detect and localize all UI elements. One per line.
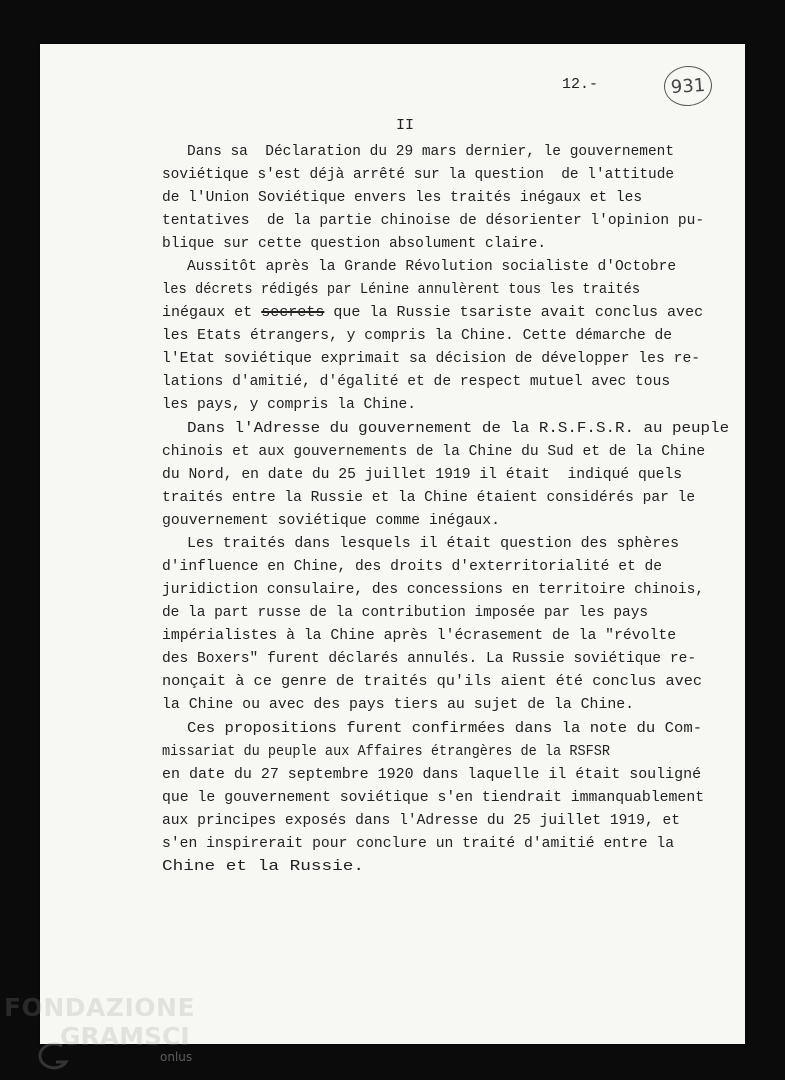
line-text: de la part russe de la contribution imposée par les pays (162, 604, 649, 621)
line-text: Dans l'Adresse du gouvernement de la R.S.F.S.R. au peuple (187, 420, 730, 437)
text-line (162, 305, 703, 320)
line-text: des Boxers" furent déclarés annulés. La Russie soviétique re- (162, 650, 697, 667)
text-line (162, 374, 670, 389)
line-text: de l'Union Soviétique envers les traités inégaux et les (162, 189, 643, 206)
struck-text: secrets (261, 304, 325, 321)
line-text: lations d'amitié, d'égalité et de respect mutuel avec tous (162, 373, 671, 390)
text-line (162, 490, 695, 505)
text-line (162, 397, 416, 412)
text-line (162, 444, 705, 459)
line-text: d'influence en Chine, des droits d'exterritorialité et de (162, 558, 663, 575)
text-line (162, 467, 682, 482)
text-line (162, 213, 704, 228)
line-text: Les traités dans lesquels il était question des sphères (187, 535, 680, 552)
line-text: juridiction consulaire, des concessions en territoire chinois, (162, 581, 705, 598)
line-text: tentatives de la partie chinoise de désorienter l'opinion pu- (162, 212, 705, 229)
text-line (187, 721, 702, 736)
text-line (162, 559, 662, 574)
line-text: la Chine ou avec des pays tiers au sujet de la Chine. (162, 696, 635, 713)
text-line (187, 536, 679, 551)
line-text: les pays, y compris la Chine. (162, 396, 417, 413)
watermark-onlus: onlus (160, 1050, 193, 1064)
text-line (162, 167, 674, 182)
line-text: missariat du peuple aux Affaires étrangères de la RSFSR (162, 743, 611, 760)
line-text: s'en inspirerait pour conclure un traité d'amitié entre la (162, 835, 675, 852)
line-text: Dans sa Déclaration du 29 mars dernier, le gouvernement (187, 143, 675, 160)
text-line (162, 328, 672, 343)
text-line (162, 744, 610, 759)
line-text: en date du 27 septembre 1920 dans laquelle il était souligné (162, 766, 702, 783)
text-line (162, 582, 704, 597)
text-line (162, 651, 696, 666)
text-line (162, 190, 642, 205)
line-text: Aussitôt après la Grande Révolution socialiste d'Octobre (187, 258, 677, 275)
line-text: les décrets rédigés par Lénine annulèrent tous les traités (162, 281, 641, 298)
text-line (162, 236, 546, 251)
text-line (162, 513, 500, 528)
line-text: inégaux et (162, 304, 262, 321)
line-text: nonçait à ce genre de traités qu'ils aient été conclus avec (162, 673, 703, 690)
line-text: que le gouvernement soviétique s'en tiendrait immanquablement (162, 789, 705, 806)
line-text: gouvernement soviétique comme inégaux. (162, 512, 501, 529)
line-text: les Etats étrangers, y compris la Chine. Cette démarche de (162, 327, 673, 344)
text-line (162, 605, 648, 620)
line-text: traités entre la Russie et la Chine étaient considérés par le (162, 489, 696, 506)
line-text: Chine et la Russie. (162, 858, 365, 875)
page-number: 12.- (562, 76, 599, 93)
line-text: impérialistes à la Chine après l'écrasement de la "révolte (162, 627, 677, 644)
line-text-continued: que la Russie tsariste avait conclus avec (324, 304, 704, 321)
text-line (162, 790, 704, 805)
line-text: du Nord, en date du 25 juillet 1919 il était indiqué quels (162, 466, 683, 483)
watermark-subtitle: GRAMSCI (60, 1022, 190, 1051)
text-line (162, 282, 640, 297)
text-line (187, 144, 674, 159)
text-line (162, 859, 364, 874)
text-line (162, 836, 674, 851)
archive-number: 931 (670, 74, 706, 98)
text-line (162, 628, 676, 643)
text-line (162, 351, 700, 366)
line-text: blique sur cette question absolument claire. (162, 235, 547, 252)
text-line (187, 259, 676, 274)
text-line (187, 421, 729, 436)
line-text: Ces propositions furent confirmées dans la note du Com- (187, 720, 703, 737)
line-text: aux principes exposés dans l'Adresse du 25 juillet 1919, et (162, 812, 681, 829)
text-line (162, 674, 702, 689)
watermark-logo-icon (32, 1040, 76, 1072)
line-text: l'Etat soviétique exprimait sa décision de développer les re- (162, 350, 701, 367)
line-text: chinois et aux gouvernements de la Chine du Sud et de la Chine (162, 443, 706, 460)
text-line (162, 697, 634, 712)
section-heading: II (396, 117, 415, 134)
text-line (162, 767, 701, 782)
text-line (162, 813, 680, 828)
watermark-name: FONDAZIONE (4, 993, 196, 1022)
line-text: soviétique s'est déjà arrêté sur la question de l'attitude (162, 166, 675, 183)
